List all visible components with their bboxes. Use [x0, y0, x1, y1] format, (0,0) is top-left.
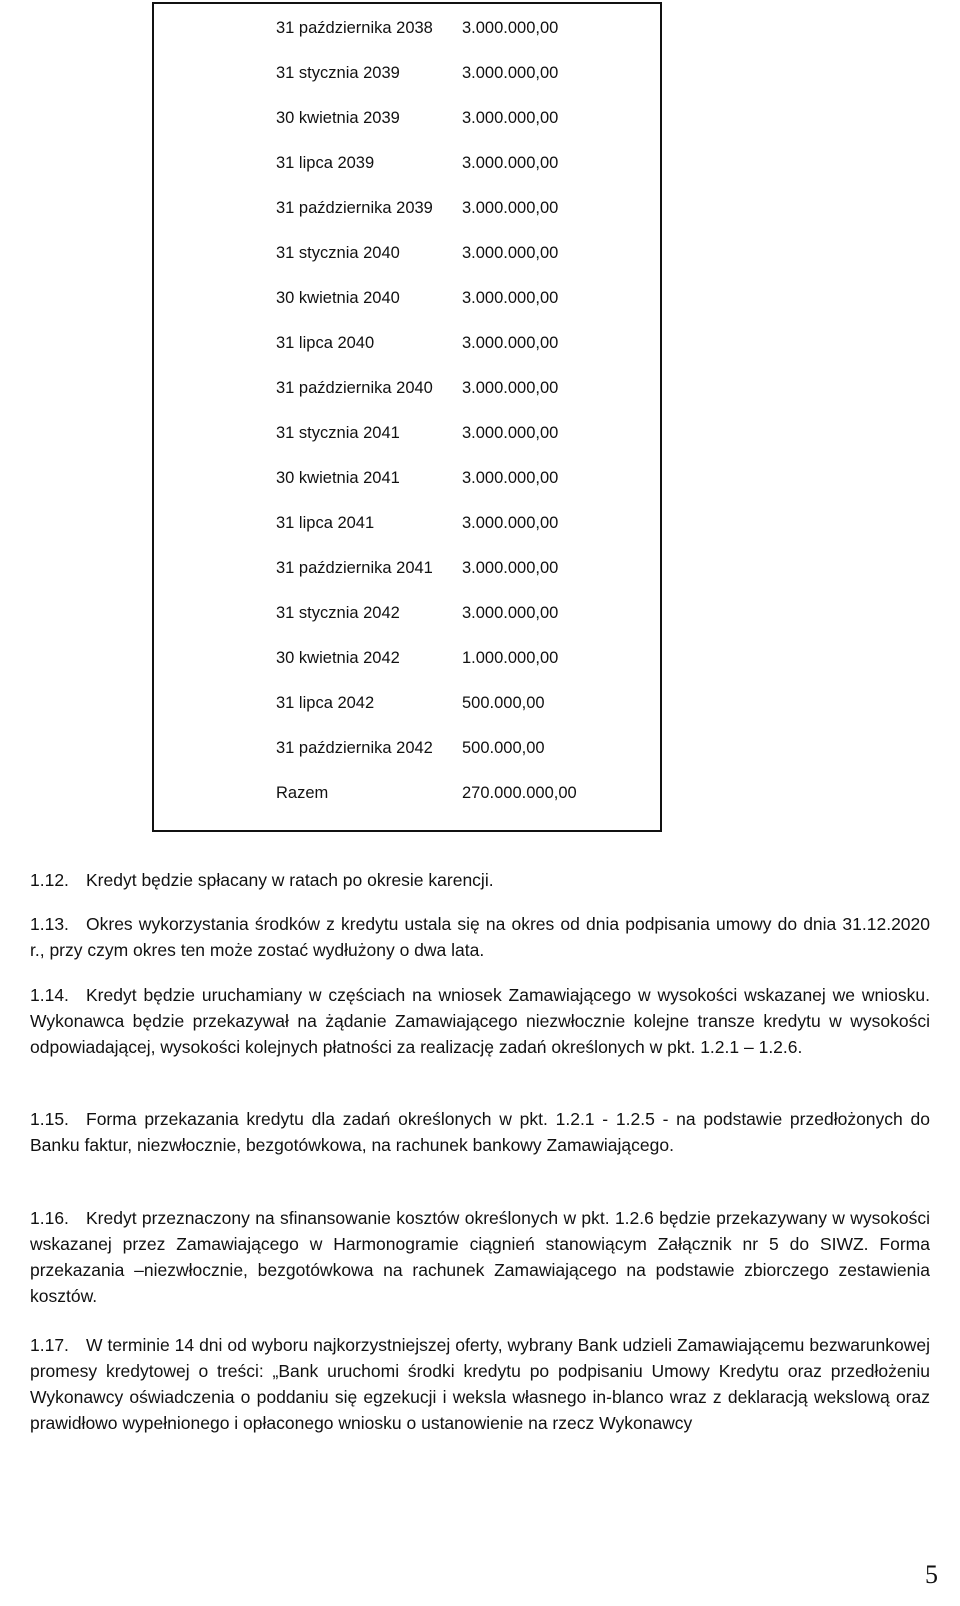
paragraph-number: 1.17. — [30, 1335, 69, 1355]
paragraph-1-15 — [30, 1106, 930, 1158]
row-amount: 3.000.000,00 — [462, 469, 559, 487]
row-amount: 3.000.000,00 — [462, 244, 559, 262]
row-date: 31 października 2040 — [276, 379, 433, 397]
paragraph-text: Kredyt przeznaczony na sfinansowanie kosztów określonych w pkt. 1.2.6 będzie przekazywany w wysokości wskazanej przez Zamawiającego w Harmonogramie ciągnień stanowiącym Załącznik nr 5 do SIWZ. Forma przekazania –niezwłocznie, bezgotówkowa na rachunek Zamawiającego na podstawie zbiorczego zestawienia kosztów. — [30, 1208, 930, 1306]
paragraph-text: Kredyt będzie uruchamiany w częściach na wniosek Zamawiającego w wysokości wskazanej we wniosku. Wykonawca będzie przekazywał na żądanie Zamawiającego niezwłocznie kolejne transze kredytu w wysokości odpowiadającej, wysokości kolejnych płatności za realizację zadań określonych w pkt. 1.2.1 – 1.2.6. — [30, 985, 930, 1057]
paragraph-number: 1.16. — [30, 1208, 69, 1228]
paragraph-number: 1.15. — [30, 1109, 69, 1129]
row-date: 31 stycznia 2042 — [276, 604, 400, 622]
row-amount: 3.000.000,00 — [462, 604, 559, 622]
row-date: 31 lipca 2042 — [276, 694, 375, 712]
paragraph-1-13 — [30, 911, 930, 963]
row-amount: 3.000.000,00 — [462, 424, 559, 442]
row-date: 31 lipca 2040 — [276, 334, 375, 352]
total-amount: 270.000.000,00 — [462, 784, 577, 802]
row-amount: 3.000.000,00 — [462, 154, 559, 172]
row-amount: 3.000.000,00 — [462, 289, 559, 307]
paragraph-text: Kredyt będzie spłacany w ratach po okresie karencji. — [86, 870, 494, 890]
row-date: 31 lipca 2039 — [276, 154, 375, 172]
paragraph-text: W terminie 14 dni od wyboru najkorzystniejszej oferty, wybrany Bank udzieli Zamawiającemu bezwarunkowej promesy kredytowej o treści: „Bank uruchomi środki kredytu po podpisaniu Umowy Kredytu oraz przedłożeniu Wykonawcy oświadczenia o poddaniu się egzekucji i weksla własnego in-blanco wraz z deklaracją wekslową oraz prawidłowo wypełnionego i opłaconego wniosku o ustanowienie na rzecz Wykonawcy — [30, 1335, 930, 1433]
row-date: 31 lipca 2041 — [276, 514, 375, 532]
row-amount: 3.000.000,00 — [462, 199, 559, 217]
row-date: 31 stycznia 2039 — [276, 64, 400, 82]
repayment-schedule-table — [152, 2, 662, 832]
row-amount: 3.000.000,00 — [462, 514, 559, 532]
paragraph-1-12 — [30, 867, 930, 893]
paragraph-number: 1.13. — [30, 914, 69, 934]
row-date: 30 kwietnia 2039 — [276, 109, 400, 127]
row-date: 31 października 2041 — [276, 559, 433, 577]
row-date: 30 kwietnia 2041 — [276, 469, 400, 487]
paragraph-text: Okres wykorzystania środków z kredytu ustala się na okres od dnia podpisania umowy do dnia 31.12.2020 r., przy czym okres ten może zostać wydłużony o dwa lata. — [30, 914, 930, 960]
row-date: 30 kwietnia 2040 — [276, 289, 400, 307]
row-amount: 500.000,00 — [462, 694, 545, 712]
row-date: 31 października 2042 — [276, 739, 433, 757]
paragraph-1-17 — [30, 1332, 930, 1436]
row-amount: 3.000.000,00 — [462, 64, 559, 82]
row-amount: 500.000,00 — [462, 739, 545, 757]
paragraph-number: 1.12. — [30, 870, 69, 890]
total-label: Razem — [276, 784, 329, 802]
page-number: 5 — [925, 1560, 938, 1589]
paragraph-1-14 — [30, 982, 930, 1060]
row-amount: 3.000.000,00 — [462, 379, 559, 397]
row-amount: 1.000.000,00 — [462, 649, 559, 667]
paragraph-1-16 — [30, 1205, 930, 1309]
row-date: 31 stycznia 2040 — [276, 244, 400, 262]
row-amount: 3.000.000,00 — [462, 334, 559, 352]
paragraph-number: 1.14. — [30, 985, 69, 1005]
row-date: 31 października 2039 — [276, 199, 433, 217]
row-date: 31 października 2038 — [276, 19, 433, 37]
row-amount: 3.000.000,00 — [462, 559, 559, 577]
row-date: 31 stycznia 2041 — [276, 424, 400, 442]
row-date: 30 kwietnia 2042 — [276, 649, 400, 667]
row-amount: 3.000.000,00 — [462, 109, 559, 127]
paragraph-text: Forma przekazania kredytu dla zadań określonych w pkt. 1.2.1 - 1.2.5 - na podstawie przedłożonych do Banku faktur, niezwłocznie, bezgotówkowa, na rachunek bankowy Zamawiającego. — [30, 1109, 930, 1155]
row-amount: 3.000.000,00 — [462, 19, 559, 37]
